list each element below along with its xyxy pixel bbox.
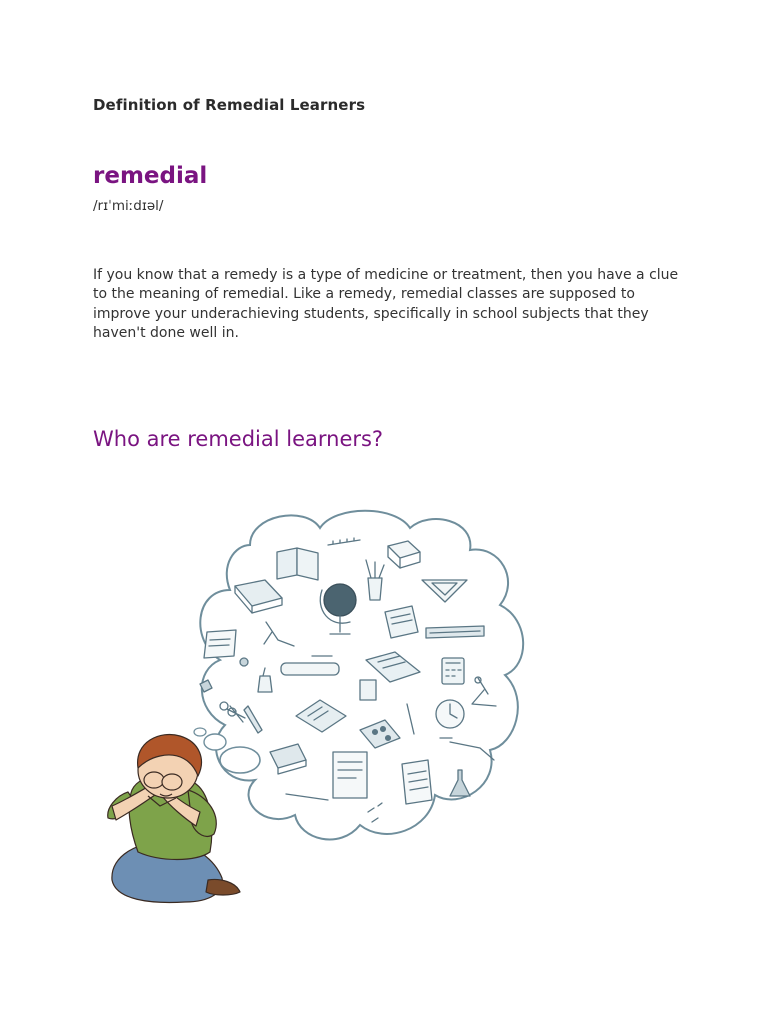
poster-icon <box>333 752 367 798</box>
document-title: Definition of Remedial Learners <box>93 96 366 114</box>
eraser-icon <box>240 658 248 666</box>
pencil-case-icon <box>426 626 484 638</box>
notebook-icon <box>385 606 418 638</box>
paper-sheet-icon <box>204 630 236 658</box>
clock-icon <box>436 700 464 728</box>
id-card-icon <box>360 680 376 700</box>
thinking-boy-illustration <box>95 508 535 908</box>
worksheet-icon <box>402 760 432 804</box>
thought-trail-bubble-large <box>220 747 260 773</box>
section-heading: Who are remedial learners? <box>93 427 384 451</box>
thought-trail-bubble-medium <box>204 734 226 750</box>
headword: remedial <box>93 163 208 189</box>
open-book-icon <box>277 548 318 580</box>
calculator-icon <box>442 658 464 684</box>
pronunciation: /rɪˈmiːdɪəl/ <box>93 198 164 214</box>
definition-paragraph: If you know that a remedy is a type of medicine or treatment, then you have a clue to the meaning of remedial. Like a remedy, remedial classes are supposed to improve your underachieving students, specifically in school subjects that they haven't done well in. <box>93 267 679 341</box>
thought-trail-bubble-small <box>194 728 206 736</box>
